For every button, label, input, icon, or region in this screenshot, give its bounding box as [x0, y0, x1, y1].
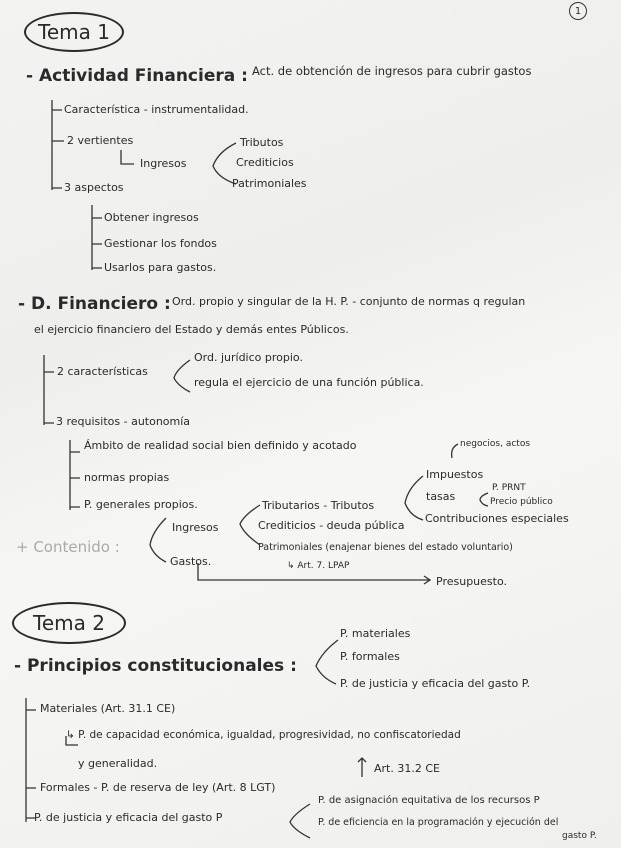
- tema1-title: Tema 1: [24, 12, 124, 52]
- impuestos: Impuestos: [426, 468, 484, 481]
- tema2-title: Tema 2: [12, 602, 126, 644]
- derecho-heading: - D. Financiero :: [18, 294, 171, 314]
- page-number: 1: [569, 2, 587, 20]
- asignacion-equitativa: P. de asignación equitativa de los recursos P: [318, 795, 540, 806]
- justicia: P. de justicia y eficacia del gasto P: [34, 811, 223, 824]
- derecho-req-3: P. generales propios.: [84, 498, 198, 511]
- actividad-patrimoniales: Patrimoniales: [232, 177, 307, 190]
- derecho-req-2: normas propias: [84, 471, 170, 484]
- principios-heading: - Principios constitucionales :: [14, 656, 297, 676]
- ingresos-patrimoniales: Patrimoniales (enajenar bienes del estado voluntario): [258, 542, 513, 553]
- materiales-desc-2: y generalidad.: [78, 757, 158, 770]
- actividad-aspectos: 3 aspectos: [64, 181, 124, 194]
- aspecto-item-3: Usarlos para gastos.: [104, 261, 217, 274]
- actividad-caracteristica: Característica - instrumentalidad.: [64, 103, 249, 116]
- actividad-vertientes: 2 vertientes: [67, 134, 134, 147]
- formales: Formales - P. de reserva de ley (Art. 8 LGT): [40, 781, 276, 794]
- art7-lpap: ↳ Art. 7. LPAP: [287, 561, 350, 571]
- derecho-req-1: Ámbito de realidad social bien definido y acotado: [84, 439, 357, 452]
- derecho-car-2: regula el ejercicio de una función pública.: [194, 376, 424, 389]
- ingresos-tributarios: Tributarios - Tributos: [262, 499, 375, 512]
- art-31-2-ce: Art. 31.2 CE: [374, 762, 440, 775]
- contribuciones-especiales: Contribuciones especiales: [425, 512, 569, 525]
- negocios-actos: negocios, actos: [460, 439, 531, 449]
- contenido-gastos: Gastos.: [170, 555, 212, 568]
- actividad-definition: Act. de obtención de ingresos para cubrir gastos: [252, 64, 532, 78]
- derecho-definition-1: Ord. propio y singular de la H. P. - conjunto de normas q regulan: [172, 295, 526, 308]
- materiales: Materiales (Art. 31.1 CE): [40, 702, 176, 715]
- ppnt: P. PRNT: [492, 483, 526, 493]
- materiales-desc-1: ↳ P. de capacidad económica, igualdad, progresividad, no confiscatoriedad: [66, 729, 461, 741]
- eficiencia-programacion: P. de eficiencia en la programación y ejecución del: [318, 817, 559, 828]
- aspecto-item-2: Gestionar los fondos: [104, 237, 217, 250]
- actividad-heading: - Actividad Financiera :: [26, 66, 248, 86]
- actividad-ingresos: Ingresos: [140, 157, 187, 170]
- gasto-p: gasto P.: [562, 831, 597, 841]
- derecho-car-1: Ord. jurídico propio.: [194, 351, 303, 364]
- presupuesto: Presupuesto.: [436, 575, 507, 588]
- p-formales: P. formales: [340, 650, 400, 663]
- ingresos-crediticios: Crediticios - deuda pública: [258, 519, 405, 532]
- precio-publico: Precio público: [490, 497, 553, 507]
- derecho-requisitos: 3 requisitos - autonomía: [56, 415, 191, 428]
- contenido-ingresos: Ingresos: [172, 521, 219, 534]
- tasas: tasas: [426, 490, 456, 503]
- p-materiales: P. materiales: [340, 627, 411, 640]
- contenido-heading: + Contenido :: [16, 538, 120, 556]
- actividad-tributos: Tributos: [240, 136, 284, 149]
- aspecto-item-1: Obtener ingresos: [104, 211, 199, 224]
- derecho-caracteristicas: 2 características: [57, 365, 148, 378]
- derecho-definition-2: el ejercicio financiero del Estado y demás entes Públicos.: [34, 323, 349, 336]
- p-justicia: P. de justicia y eficacia del gasto P.: [340, 677, 531, 690]
- actividad-crediticios: Crediticios: [236, 156, 294, 169]
